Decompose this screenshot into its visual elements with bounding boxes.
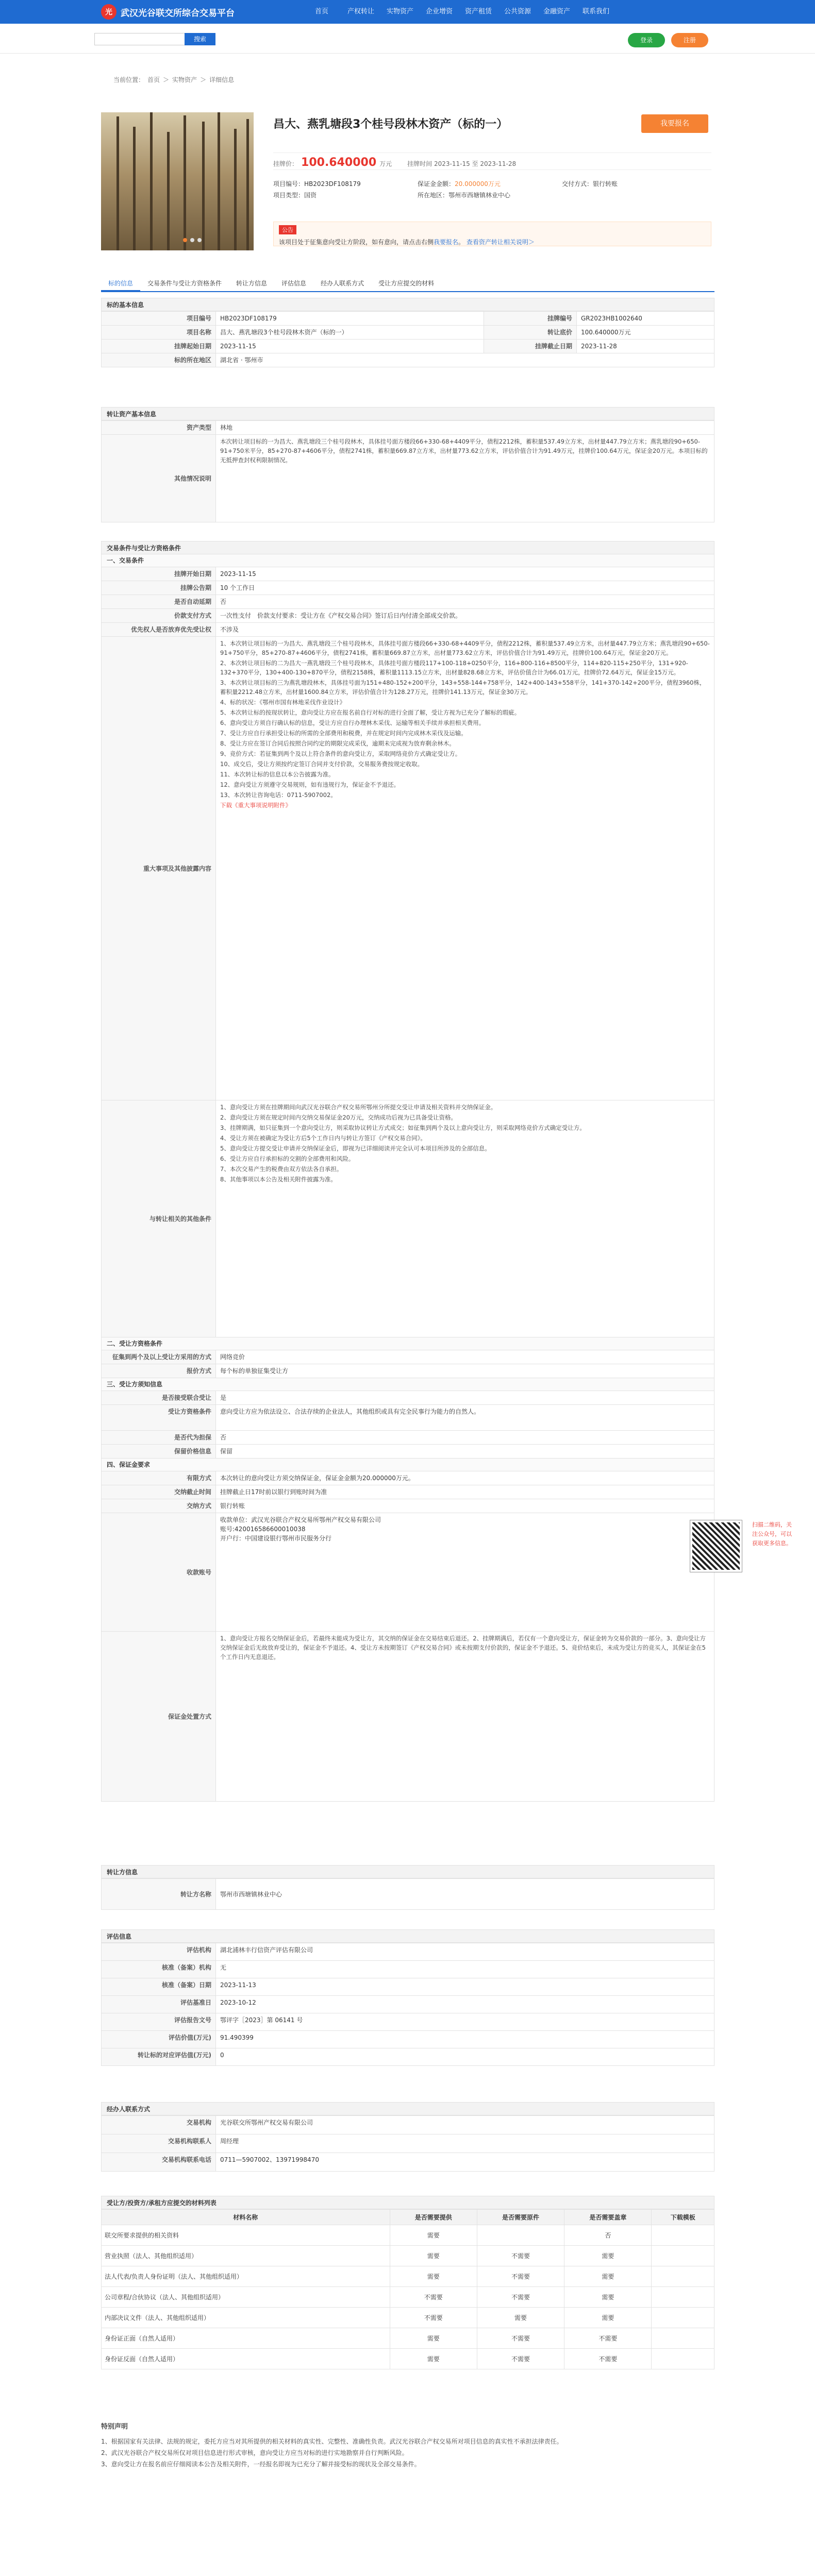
field-label: 交纳方式 <box>102 1499 216 1513</box>
major-disclosure: 1、本次转让项目标的一为昌大、燕乳塘段三个桂号段林木，具体挂号面方楼段66+330-68+4409平分，债程2212株，蓄积量537.49立方米，出材量447.79立方米；燕乳塘段90+650-91+750平分，85+270-87+4606平分，债程2741株，蓄积量669.87立方米，出材量773.62立方米，评估价值合计为91.49万元，挂牌价100.64万元，保证金20万元。 2、本次转让项目标的二为昌大一燕乳塘段三个桂号段林木，具体挂号面方楼段117+100-118+0250平分，116+800-116+8500平分，114+820-115+250平分，131+920-132+370平分，130+400-130+870平分，债程2158株，蓄积量1113.15立方米，出材量828.68立方米，评估价值合计为66.01万元，挂牌价72.64万元，保证金15万元。 3、本次转让项目标的三为燕乳塘段林木，具体挂号面为151+480-152+200平分，143+558-144+758平分，142+400-143+558平分，141+370-142+200平分，债程3960株，蓄积量2212.48立方米，出材量1600.84立方米，评估价值合计为128.27万元，挂牌价141.13万元，保证金30万元。 4、标的状况：《鄂州市国有林地采伐作业设计》 5、本次转让标的按现状转让，意向受让方应在报名前自行对标的进行全面了解，受让方视为已充分了解标的瑕疵。 6、意向受让方须自行确认标的信息，受让方应自行办理林木采伐、运输等相关手续并承担相关费用。 7、受让方应自行承担受让标的所需的全部费用和税费，并在规定时间内完成林木采伐及运输。 8、受让方应在签订合同后按照合同约定的期限完成采伐，逾期未完成视为放弃剩余林木。 9、竞价方式：若征集到两个及以上符合条件的意向受让方，采取网络竞价方式确定受让方。 10、成交后，受让方须按约定签订合同并支付价款，交易服务费按规定收取。 11、本次转让标的信息以本公告披露为准。 12、意向受让方须遵守交易规则，如有违规行为，保证金不予退还。 13、本次转让咨询电话：0711-5907002。 下载《重大事项说明附件》 <box>216 637 714 1100</box>
price-label: 挂牌价： <box>273 160 298 167</box>
download-link[interactable] <box>652 2349 714 2369</box>
field-value: 本次转让项目标的一为昌大、燕乳塘段三个桂号段林木，具体挂号面方楼段66+330-68+4409平分，债程2212株，蓄积量537.49立方米，出材量447.79立方米；燕乳塘段90+650-91+750米平分，85+270-87+4606平分，债程2741株，蓄积量669.87立方米，出材量773.62立方米，评估价值合计为91.49万元，挂牌价100.64万元，保证金20万元。本项目标的无抵押查封权利限制情况。 <box>216 435 714 522</box>
field-value: 鄂评字［2023］第 06141 号 <box>216 2013 714 2031</box>
field-label: 挂牌公告期 <box>102 581 216 595</box>
section-title: 转让资产基本信息 <box>101 407 714 420</box>
field-label: 交纳截止时间 <box>102 1485 216 1499</box>
field-label: 项目名称 <box>102 326 216 340</box>
site-logo[interactable] <box>101 4 235 20</box>
field-label: 评估机构 <box>102 1943 216 1961</box>
field-label: 标的所在地区 <box>102 353 216 367</box>
tab-target-info[interactable]: 标的信息 <box>101 276 140 291</box>
listing-dates: 挂牌时间 2023-11-15 至 2023-11-28 <box>407 160 517 167</box>
nav-item-asset-lease[interactable]: 资产租赁 <box>464 8 492 15</box>
table-row: 营业执照（法人、其他组织适用） 需要 不需要 需要 <box>102 2246 714 2266</box>
field-label: 价款支付方式 <box>102 609 216 623</box>
qr-note: 扫描二维码，关注公众号，可以获取更多信息。 <box>752 1521 792 1547</box>
payment-method: 交付方式：银行转账 <box>562 180 618 188</box>
deposit-value: 20.000000万元 <box>455 180 501 188</box>
enroll-button[interactable]: 我要报名 <box>641 114 708 133</box>
subsection-title: 二、受让方资格条件 <box>101 1337 714 1350</box>
tab-conditions[interactable]: 交易条件与受让方资格条件 <box>147 280 222 287</box>
project-code: 项目编号：HB2023DF108179 <box>273 180 361 188</box>
field-label: 交易机构联系人 <box>102 2134 216 2153</box>
field-label: 评估基准日 <box>102 1996 216 2013</box>
other-conditions: 1、意向受让方须在挂牌期间向武汉光谷联合产权交易所鄂州分所提交受让申请及相关资料并交纳保证金。 2、意向受让方须在规定时间内交纳交易保证金20万元，交纳成功后视为已具备受让资格。 3、挂牌期满，如只征集到一个意向受让方，则采取协议转让方式成交；如征集到两个及以上意向受让方，则采取网络竞价方式确定受让方。 4、受让方须在被确定为受让方后5个工作日内与转让方签订《产权交易合同》。 5、意向受让方提交受让申请并交纳保证金后，即视为已详细阅读并完全认可本项目所涉及的全部信息。 6、受让方应自行承担标的交割的全部费用和风险。 7、本次交易产生的税费由双方依法各自承担。 8、其他事项以本公告及相关附件披露为准。 <box>216 1100 714 1337</box>
carousel-dot[interactable] <box>190 238 194 242</box>
nav-item-public-resources[interactable]: 公共资源 <box>504 8 531 15</box>
price-line <box>273 152 711 170</box>
table-row: 公司章程/合伙协议（法人、其他组织适用） 不需要 不需要 需要 <box>102 2287 714 2308</box>
logo-mark-icon: 光 <box>101 4 117 20</box>
materials-section <box>101 2196 714 2369</box>
notice-enroll-link[interactable]: 我要报名 <box>434 239 459 246</box>
field-value: 光谷联交所鄂州产权交易有限公司 <box>216 2116 714 2134</box>
contact-phone: 0711—5907002、13971998470 <box>216 2153 714 2172</box>
tab-evaluation[interactable]: 评估信息 <box>281 280 307 287</box>
table-row: 法人代表/负责人身份证明（法人、其他组织适用） 需要 不需要 需要 <box>102 2266 714 2287</box>
field-value: 10 个工作日 <box>216 581 714 595</box>
field-label: 有限方式 <box>102 1471 216 1485</box>
column-header: 是否需要盖章 <box>564 2210 652 2225</box>
field-value: 2023-11-15 <box>216 340 484 353</box>
tab-contact[interactable]: 经办人联系方式 <box>321 280 364 287</box>
field-value: 2023-11-13 <box>216 1978 714 1996</box>
section-title: 交易条件与受让方资格条件 <box>101 541 714 554</box>
field-label: 是否接受联合受让 <box>102 1391 216 1405</box>
field-label: 交易机构联系电话 <box>102 2153 216 2172</box>
field-label: 核准（备案）机构 <box>102 1961 216 1978</box>
nav-item-physical-assets[interactable]: 实物资产 <box>386 8 413 15</box>
field-label: 重大事项及其他披露内容 <box>102 637 216 1100</box>
search-input[interactable] <box>94 33 185 45</box>
price-value: 100.640000 <box>301 156 377 169</box>
nav-item-contact[interactable]: 联系我们 <box>582 8 609 15</box>
subsection-title: 一、交易条件 <box>101 554 714 567</box>
download-link[interactable] <box>652 2328 714 2349</box>
field-label: 项目编号 <box>102 312 216 326</box>
basic-info-section <box>101 298 714 367</box>
breadcrumb-prefix: 当前位置： <box>113 76 145 83</box>
qr-code <box>690 1520 742 1572</box>
materials-table <box>101 2209 714 2369</box>
column-header: 是否需要原件 <box>477 2210 564 2225</box>
field-value: 0 <box>216 2048 714 2066</box>
seller-section <box>101 1865 714 1910</box>
download-link[interactable] <box>652 2225 714 2246</box>
download-link[interactable] <box>652 2266 714 2287</box>
evaluation-section <box>101 1929 714 2066</box>
download-link[interactable] <box>652 2246 714 2266</box>
statement-title: 特别声明 <box>101 2423 128 2431</box>
field-label: 保留价格信息 <box>102 1445 216 1459</box>
account-line: 开户行：中国建设银行鄂州市民服务分行 <box>220 1535 332 1542</box>
section-title: 经办人联系方式 <box>101 2102 714 2115</box>
contact-section <box>101 2102 714 2172</box>
bank-account <box>216 1513 792 1632</box>
price-unit: 万元 <box>379 160 392 167</box>
field-value: 周经理 <box>216 2134 714 2153</box>
breadcrumb-home[interactable]: 首页 <box>147 76 160 83</box>
field-label: 挂牌截止日期 <box>484 340 577 353</box>
field-label: 挂牌开始日期 <box>102 567 216 581</box>
field-label: 资产类型 <box>102 421 216 435</box>
conditions-section <box>101 541 792 1802</box>
nav-menu <box>302 0 616 24</box>
field-label: 征集到两个及以上受让方采用的方式 <box>102 1350 216 1364</box>
field-value: 林地 <box>216 421 714 435</box>
notice-box: 公告 该项目处于征集意向受让方阶段，如有意向，请点击右侧我要报名。 查看资产转让相关说明＞ <box>273 222 711 246</box>
field-value: 100.640000万元 <box>577 326 714 340</box>
project-info <box>273 178 717 201</box>
major-attachment-link[interactable]: 下载《重大事项说明附件》 <box>220 802 291 809</box>
field-label: 转让标的对应评估值(万元) <box>102 2048 216 2066</box>
field-label: 挂牌起始日期 <box>102 340 216 353</box>
field-label: 受让方资格条件 <box>102 1405 216 1431</box>
field-label: 评估报告文号 <box>102 2013 216 2031</box>
carousel-dot[interactable] <box>183 238 187 242</box>
table-row: 内部决议文件（法人、其他组织适用） 不需要 需要 需要 <box>102 2308 714 2328</box>
field-value: 是 <box>216 1391 714 1405</box>
column-header: 材料名称 <box>102 2210 390 2225</box>
field-value: 网络竞价 <box>216 1350 714 1364</box>
field-value: 无 <box>216 1961 714 1978</box>
account-line: 收款单位：武汉光谷联合产权交易所鄂州产权交易有限公司 <box>220 1516 381 1523</box>
section-title: 转让方信息 <box>101 1865 714 1878</box>
field-value: 挂牌截止日17时前以银行到账时间为准 <box>216 1485 714 1499</box>
breadcrumb-category[interactable]: 实物资产 <box>172 76 197 83</box>
field-label: 交易机构 <box>102 2116 216 2134</box>
notice-badge: 公告 <box>279 225 296 234</box>
download-link[interactable] <box>652 2308 714 2328</box>
field-value: 每个标的单独征集受让方 <box>216 1364 714 1378</box>
tab-seller[interactable]: 转让方信息 <box>236 280 268 287</box>
nav-item-equity-transfer[interactable]: 产权转让 <box>347 8 374 15</box>
field-label: 核准（备案）日期 <box>102 1978 216 1996</box>
field-value: 91.490399 <box>216 2031 714 2048</box>
project-photo[interactable] <box>101 112 254 250</box>
field-value: 鄂州市西塘镇林业中心 <box>216 1879 714 1910</box>
breadcrumb-sep: ＞ <box>200 76 207 83</box>
project-type: 项目类型：国资 <box>273 192 317 199</box>
field-value: 本次转让的意向受让方须交纳保证金，保证金金额为20.000000万元。 <box>216 1471 714 1485</box>
login-button[interactable]: 登录 <box>628 33 665 47</box>
field-value: HB2023DF108179 <box>216 312 484 326</box>
field-label: 优先权人是否放弃优先受让权 <box>102 623 216 637</box>
notice-text: 该项目处于征集意向受让方阶段，如有意向，请点击右侧 <box>279 239 434 246</box>
project-title: 昌大、燕乳塘段3个桂号段林木资产（标的一） <box>273 118 508 131</box>
column-header: 是否需要提供 <box>390 2210 477 2225</box>
field-value: 否 <box>216 595 714 609</box>
table-row: 身份证正面（自然人适用） 需要 不需要 不需要 <box>102 2328 714 2349</box>
field-label: 收款账号 <box>102 1513 216 1632</box>
field-label: 是否自动延期 <box>102 595 216 609</box>
field-value: 2023-11-15 <box>216 567 714 581</box>
field-label: 转让方名称 <box>102 1879 216 1910</box>
breadcrumb-sep: ＞ <box>163 76 170 83</box>
section-title: 标的基本信息 <box>101 298 714 311</box>
field-label: 报价方式 <box>102 1364 216 1378</box>
field-value: GR2023HB1002640 <box>577 312 714 326</box>
field-value: 意向受让方应为依法设立、合法存续的企业法人，其他组织或具有完全民事行为能力的自然人。 <box>216 1405 714 1431</box>
nav-item-home[interactable]: 首页 <box>314 8 328 15</box>
field-value: 一次性支付 价款支付要求：受让方在《产权交易合同》签订后日内付清全部成交价款。 <box>216 609 714 623</box>
site-name: 武汉光谷联交所综合交易平台 <box>121 8 235 19</box>
table-row: 身份证反面（自然人适用） 需要 不需要 不需要 <box>102 2349 714 2369</box>
subsection-title: 四、保证金要求 <box>101 1459 714 1471</box>
field-value: 保留 <box>216 1445 714 1459</box>
field-value: 否 <box>216 1431 714 1445</box>
field-label: 保证金处置方式 <box>102 1632 216 1802</box>
section-title: 评估信息 <box>101 1929 714 1943</box>
column-header: 下载模板 <box>652 2210 714 2225</box>
carousel-dots <box>183 238 202 242</box>
search-button[interactable]: 搜索 <box>185 33 215 45</box>
field-label: 其他情况说明 <box>102 435 216 522</box>
field-value: 湖北省 · 鄂州市 <box>216 353 714 367</box>
notice-guide-link[interactable]: 查看资产转让相关说明＞ <box>466 239 535 246</box>
download-link[interactable] <box>652 2287 714 2308</box>
top-nav <box>0 0 815 24</box>
field-label: 是否代为担保 <box>102 1431 216 1445</box>
deposit-label: 保证金金额： <box>418 180 455 188</box>
deposit-handling: 1、意向受让方报名交纳保证金后，若最终未能成为受让方，其交纳的保证金在交易结束后退还。2、挂牌期满后，若仅有一个意向受让方，保证金转为交易价款的一部分。3、意向受让方交纳保证金后无故放弃受让的，保证金不予退还。4、受让方未按期签订《产权交易合同》或未按期支付价款的，保证金不予退还。5、竞价结束后，未成为受让方的竞买人，其保证金在5个工作日内无息退还。 <box>216 1632 714 1802</box>
field-value: 银行转账 <box>216 1499 714 1513</box>
nav-item-capital-increase[interactable]: 企业增资 <box>425 8 453 15</box>
detail-tabs <box>101 276 714 292</box>
breadcrumb-current: 详细信息 <box>209 76 235 83</box>
statement-item: 3、意向受让方在报名前应仔细阅读本公告及相关附件，一经报名即视为已充分了解并接受标的现状及全部交易条件。 <box>101 2461 421 2468</box>
nav-item-financial-assets[interactable]: 金融资产 <box>543 8 570 15</box>
carousel-dot[interactable] <box>197 238 202 242</box>
tab-materials[interactable]: 受让方应提交的材料 <box>378 280 435 287</box>
statement-item: 1、根据国家有关法律、法规的规定，委托方应当对其所提供的相关材料的真实性、完整性、准确性负责。武汉光谷联合产权交易所对项目信息的真实性不承担法律责任。 <box>101 2438 563 2445</box>
subsection-title: 三、受让方须知信息 <box>101 1378 714 1391</box>
field-label: 转让底价 <box>484 326 577 340</box>
register-button[interactable]: 注册 <box>671 33 708 47</box>
special-statement <box>101 2421 714 2470</box>
field-label: 与转让相关的其他条件 <box>102 1100 216 1337</box>
field-label: 评估价值(万元) <box>102 2031 216 2048</box>
field-value: 湖北浦林丰行信资产评估有限公司 <box>216 1943 714 1961</box>
field-value: 不涉及 <box>216 623 714 637</box>
account-line: 账号:420016586600010038 <box>220 1526 306 1533</box>
statement-item: 2、武汉光谷联合产权交易所仅对项目信息进行形式审核，意向受让方应当对标的进行实地勘察并自行判断风险。 <box>101 2449 408 2456</box>
asset-info-section <box>101 407 714 522</box>
project-region: 所在地区：鄂州市西塘镇林业中心 <box>418 192 511 199</box>
field-value: 昌大、燕乳塘段3个桂号段林木资产（标的一） <box>216 326 484 340</box>
field-value: 2023-10-12 <box>216 1996 714 2013</box>
breadcrumb <box>113 75 237 84</box>
field-label: 挂牌编号 <box>484 312 577 326</box>
field-value: 2023-11-28 <box>577 340 714 353</box>
table-row: 联交所要求提供的相关资料 需要 否 <box>102 2225 714 2246</box>
section-title: 受让方/投资方/承租方应提交的材料列表 <box>101 2196 714 2209</box>
